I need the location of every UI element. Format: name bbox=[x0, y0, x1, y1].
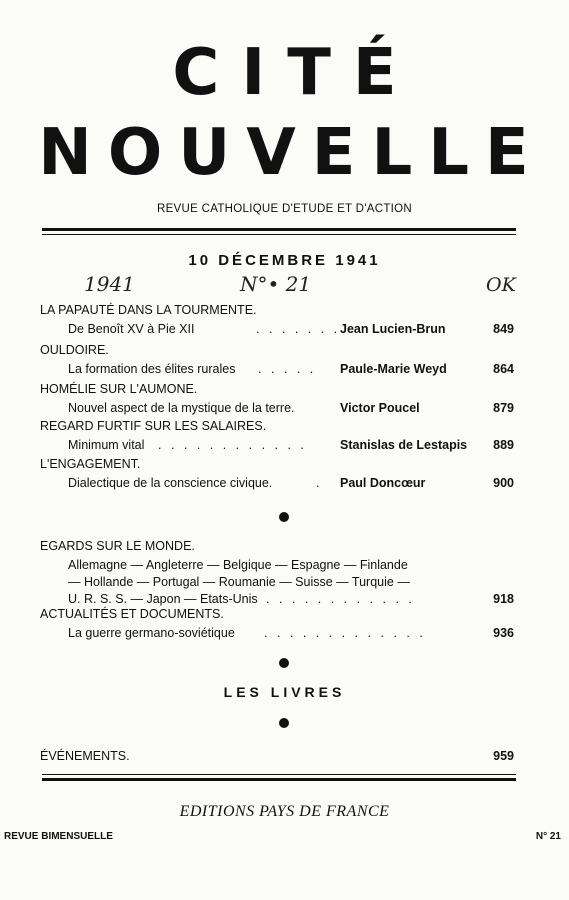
toc-entry-page: 879 bbox=[493, 401, 514, 415]
top-rule-thick bbox=[42, 228, 516, 231]
toc-section-homelie: HOMÉLIE SUR L'AUMONE. bbox=[40, 382, 198, 396]
handwritten-issue-number: N°• 21 bbox=[240, 272, 312, 296]
regards-countries-line1: Allemagne — Angleterre — Belgique — Espagne — Finlande bbox=[68, 558, 408, 572]
masthead-subtitle: REVUE CATHOLIQUE D'ETUDE ET D'ACTION bbox=[156, 203, 413, 215]
toc-entry-page: 959 bbox=[493, 749, 514, 763]
toc-entry-title: La guerre germano-soviétique bbox=[68, 626, 235, 640]
toc-section-papaute: LA PAPAUTÉ DANS LA TOURMENTE. bbox=[40, 303, 257, 317]
toc-entry-page: 900 bbox=[493, 476, 514, 490]
masthead-title-line2: NOUVELLE bbox=[38, 116, 545, 190]
toc-entry-author: Paul Doncœur bbox=[340, 476, 426, 490]
toc-entry-page: 889 bbox=[493, 438, 514, 452]
toc-section-actualites: ACTUALITÉS ET DOCUMENTS. bbox=[40, 607, 224, 621]
handwritten-ok-mark: OK bbox=[486, 274, 516, 296]
footer-issue-number: N° 21 bbox=[535, 831, 561, 842]
toc-section-ouldoire: OULDOIRE. bbox=[40, 343, 109, 357]
masthead-title-line1: CITÉ bbox=[172, 36, 419, 110]
top-rule-thin bbox=[42, 234, 516, 235]
issue-date: 10 DÉCEMBRE 1941 bbox=[188, 252, 381, 269]
separator-bullet bbox=[279, 512, 289, 522]
toc-section-evenements: ÉVÉNEMENTS. bbox=[40, 749, 130, 763]
toc-entry-page: 864 bbox=[493, 362, 514, 376]
toc-section-regards-monde: EGARDS SUR LE MONDE. bbox=[40, 539, 195, 553]
toc-entry-page: 849 bbox=[493, 322, 514, 336]
toc-entry-dots: . . . . . bbox=[258, 362, 317, 376]
toc-entry-author: Paule-Marie Weyd bbox=[340, 362, 447, 376]
toc-entry-author: Victor Poucel bbox=[340, 401, 420, 415]
toc-entry-author: Jean Lucien-Brun bbox=[340, 322, 446, 336]
toc-entry-title: Minimum vital bbox=[68, 438, 145, 452]
regards-countries-line3: U. R. S. S. — Japon — Etats-Unis bbox=[68, 592, 258, 606]
toc-entry-page: 936 bbox=[493, 626, 514, 640]
toc-entry-dots: . . . . . . . bbox=[256, 322, 341, 336]
toc-entry-dots: . . . . . . . . . . . . . bbox=[264, 626, 426, 640]
toc-entry bbox=[68, 624, 514, 642]
publisher: EDITIONS PAYS DE FRANCE bbox=[179, 803, 390, 820]
section-les-livres: LES LIVRES bbox=[223, 684, 346, 700]
handwritten-year: 1941 bbox=[84, 272, 135, 296]
toc-entry bbox=[68, 474, 514, 492]
toc-entry bbox=[68, 590, 514, 608]
separator-bullet bbox=[279, 658, 289, 668]
regards-countries-line2: — Hollande — Portugal — Roumanie — Suisse — Turquie — bbox=[68, 575, 410, 589]
toc-entry bbox=[68, 399, 514, 417]
separator-bullet bbox=[279, 718, 289, 728]
bottom-rule-thin bbox=[42, 774, 516, 775]
toc-entry-page: 918 bbox=[493, 592, 514, 606]
toc-section-regard-furtif: REGARD FURTIF SUR LES SALAIRES. bbox=[40, 419, 267, 433]
toc-entry-dots: . bbox=[316, 476, 323, 490]
toc-entry-title: De Benoît XV à Pie XII bbox=[68, 322, 195, 336]
toc-entry bbox=[68, 436, 514, 454]
toc-entry-title: Dialectique de la conscience civique. bbox=[68, 476, 273, 490]
toc-entry-author: Stanislas de Lestapis bbox=[340, 438, 468, 452]
toc-section-engagement: L'ENGAGEMENT. bbox=[40, 457, 141, 471]
footer-periodicity: REVUE BIMENSUELLE bbox=[4, 831, 113, 842]
toc-entry bbox=[68, 320, 514, 338]
toc-entry-dots: . . . . . . . . . . . . bbox=[266, 592, 415, 606]
toc-entry-dots: . . . . . . . . . . . . bbox=[158, 438, 307, 452]
toc-entry-title: Nouvel aspect de la mystique de la terre. bbox=[68, 401, 295, 415]
toc-entry bbox=[68, 360, 514, 378]
bottom-rule-thick bbox=[42, 778, 516, 781]
toc-entry-title: La formation des élites rurales bbox=[68, 362, 236, 376]
toc-entry bbox=[40, 747, 514, 765]
